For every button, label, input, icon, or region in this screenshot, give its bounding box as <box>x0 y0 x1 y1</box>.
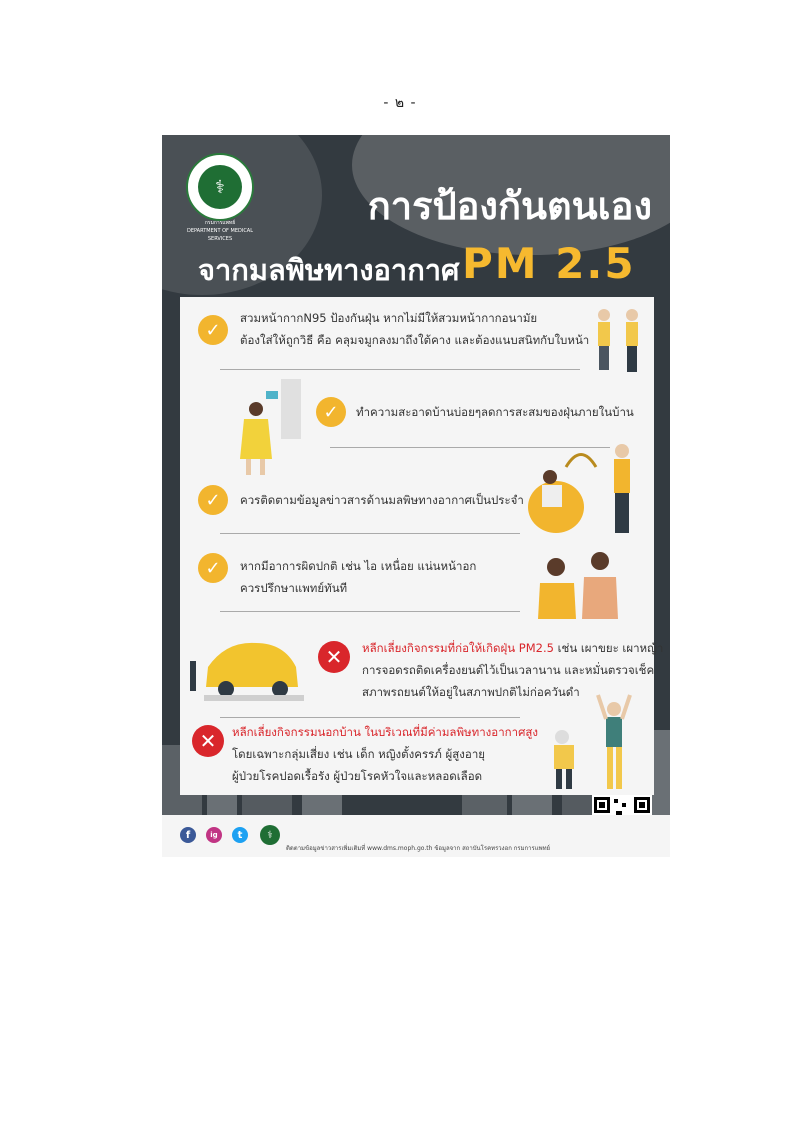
elderly-stretching-illustration <box>542 689 642 793</box>
ministry-small-logo-icon: ⚕ <box>260 825 280 845</box>
check-icon: ✓ <box>198 315 228 345</box>
advice-item-2 <box>356 401 634 423</box>
advice-line: ควรติดตามข้อมูลข่าวสารด้านมลพิษทางอากาศเป็นประจำ <box>240 493 524 507</box>
divider <box>220 611 520 612</box>
logo-caption <box>178 219 262 243</box>
pm25-poster <box>162 135 670 857</box>
logo-caption-en: DEPARTMENT OF MEDICAL SERVICES <box>186 228 254 242</box>
advice-line: ควรปรึกษาแพทย์ทันที <box>240 581 348 595</box>
highlight-text: หลีกเลี่ยงกิจกรรมนอกบ้าน ในบริเวณที่มีค่ามลพิษทางอากาศสูง <box>232 725 539 739</box>
advice-line: ต้องใส่ให้ถูกวิธี คือ คลุมจมูกลงมาถึงใต้คาง และต้องแนบสนิทกับใบหน้า <box>240 333 590 347</box>
twitter-icon[interactable]: t <box>232 827 248 843</box>
advice-line <box>362 637 663 659</box>
advice-line: สวมหน้ากากN95 ป้องกันฝุ่น หากไม่มีให้สวมหน้ากากอนามัย <box>240 311 538 325</box>
advice-line: หากมีอาการผิดปกติ เช่น ไอ เหนื่อย แน่นหน้าอก <box>240 559 477 573</box>
page-number: - ๒ - <box>383 95 417 111</box>
check-icon: ✓ <box>198 553 228 583</box>
advice-item-4 <box>240 555 476 599</box>
highlight-text: หลีกเลี่ยงกิจกรรมที่ก่อให้เกิดฝุ่น PM2.5 <box>362 641 554 655</box>
footer-text: ติดตามข้อมูลข่าวสารเพิ่มเติมที่ www.dms.moph.go.th ข้อมูลจาก สถาบันโรคทรวงอก กรมการแพทย์ <box>286 845 551 852</box>
ministry-logo <box>186 153 254 221</box>
advice-line: สภาพรถยนต์ให้อยู่ในสภาพปกติไม่ก่อควันดำ <box>362 685 580 699</box>
instagram-icon[interactable]: ig <box>206 827 222 843</box>
advice-line: โดยเฉพาะกลุ่มเสี่ยง เช่น เด็ก หญิงตั้งครรภ์ ผู้สูงอายุ <box>232 747 486 761</box>
check-icon: ✓ <box>316 397 346 427</box>
car-illustration <box>186 633 306 703</box>
advice-panel <box>180 297 664 795</box>
news-reading-illustration <box>526 437 646 537</box>
divider <box>220 369 580 370</box>
cross-icon: ✕ <box>192 725 224 757</box>
divider <box>220 717 520 718</box>
caduceus-icon: ⚕ <box>198 165 242 209</box>
cleaning-woman-illustration <box>216 379 306 479</box>
advice-item-6 <box>232 721 538 787</box>
facebook-icon[interactable]: f <box>180 827 196 843</box>
advice-item-3 <box>240 489 524 511</box>
poster-title-pm: PM 2.5 <box>462 239 636 288</box>
advice-line: ทำความสะอาดบ้านบ่อยๆลดการสะสมของฝุ่นภายในบ้าน <box>356 405 634 419</box>
poster-title-line1: การป้องกันตนเอง <box>367 184 652 228</box>
check-icon: ✓ <box>198 485 228 515</box>
advice-line: การจอดรถติดเครื่องยนต์ไว้เป็นเวลานาน และหมั่นตรวจเช็ค <box>362 663 655 677</box>
cross-icon: ✕ <box>318 641 350 673</box>
advice-item-1 <box>240 307 589 351</box>
logo-caption-th: กรมการแพทย์ <box>204 220 236 226</box>
advice-text: เช่น เผาขยะ เผาหญ้า <box>553 641 664 655</box>
divider <box>220 533 520 534</box>
poster-footer <box>162 815 670 857</box>
coughing-people-illustration <box>530 543 630 623</box>
poster-title-line2: จากมลพิษทางอากาศ <box>198 253 460 287</box>
advice-line: ผู้ป่วยโรคปอดเรื้อรัง ผู้ป่วยโรคหัวใจและหลอดเลือด <box>232 769 483 783</box>
elderly-exercise-illustration <box>584 305 654 375</box>
